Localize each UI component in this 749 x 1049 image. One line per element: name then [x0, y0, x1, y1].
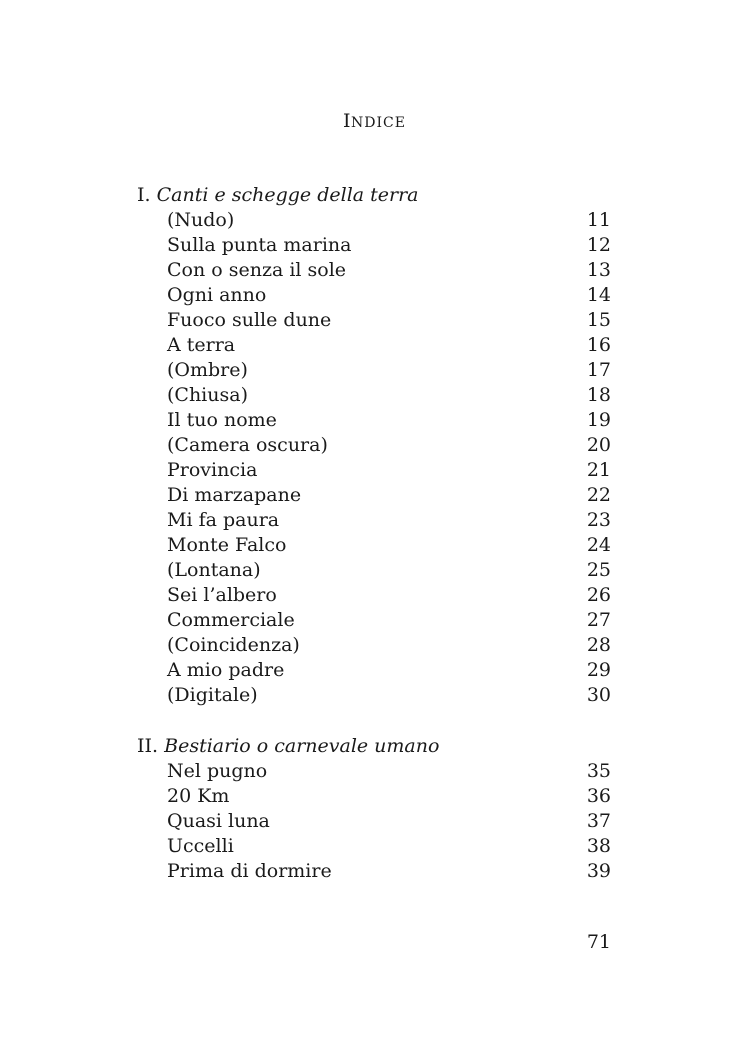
entry-title: (Ombre): [167, 359, 248, 381]
entry-page: 17: [586, 359, 611, 381]
section-numeral: II.: [137, 735, 159, 757]
title-rest: NDICE: [351, 115, 406, 131]
toc-entry: [167, 683, 611, 708]
entry-title: Nel pugno: [167, 760, 268, 782]
toc-entry: [167, 533, 611, 558]
toc-entry: [167, 308, 611, 333]
toc-entry: [167, 809, 611, 834]
toc-entry: [167, 333, 611, 358]
entry-title: Prima di dormire: [167, 860, 332, 882]
toc-entry: [167, 784, 611, 809]
entry-title: (Digitale): [167, 684, 258, 706]
toc-entry: [167, 759, 611, 784]
toc-entry: [167, 658, 611, 683]
entry-title: (Coincidenza): [167, 634, 300, 656]
entry-title: Con o senza il sole: [167, 259, 347, 281]
toc-entry: [167, 358, 611, 383]
entry-page: 39: [586, 860, 611, 882]
section-entries: [137, 208, 611, 708]
entry-page: 21: [586, 459, 611, 481]
entry-page: 38: [586, 835, 611, 857]
entry-title: Monte Falco: [167, 534, 287, 556]
toc-entry: [167, 483, 611, 508]
entry-title: Provincia: [167, 459, 258, 481]
entry-page: 23: [586, 509, 611, 531]
entry-page: 14: [586, 284, 611, 306]
entry-title: Uccelli: [167, 835, 234, 857]
toc-entry: [167, 458, 611, 483]
entry-page: 12: [586, 234, 611, 256]
entry-title: (Camera oscura): [167, 434, 328, 456]
toc-entry: [167, 408, 611, 433]
toc-entry: [167, 233, 611, 258]
toc-entry: [167, 583, 611, 608]
entry-title: Di marzapane: [167, 484, 302, 506]
entry-title: Ogni anno: [167, 284, 267, 306]
page-number: 71: [586, 931, 611, 953]
entry-page: 25: [586, 559, 611, 581]
toc-entry: [167, 834, 611, 859]
section-subtitle: Canti e schegge della terra: [156, 184, 419, 206]
entry-page: 28: [586, 634, 611, 656]
entry-page: 13: [586, 259, 611, 281]
entry-page: 19: [586, 409, 611, 431]
entry-title: Il tuo nome: [167, 409, 277, 431]
entry-title: Sulla punta marina: [167, 234, 352, 256]
toc-section-2: [137, 734, 611, 884]
toc-entry: [167, 859, 611, 884]
toc-entry: [167, 433, 611, 458]
toc-entry: [167, 383, 611, 408]
title-initial: I: [343, 110, 352, 132]
section-heading: [137, 183, 611, 208]
entry-title: (Lontana): [167, 559, 261, 581]
entry-title: Sei l’albero: [167, 584, 277, 606]
entry-title: 20 Km: [167, 785, 230, 807]
toc-entry: [167, 208, 611, 233]
entry-title: (Chiusa): [167, 384, 248, 406]
entry-page: 30: [586, 684, 611, 706]
section-entries: [137, 759, 611, 884]
entry-page: 36: [586, 785, 611, 807]
entry-title: (Nudo): [167, 209, 235, 231]
entry-page: 27: [586, 609, 611, 631]
toc-entry: [167, 608, 611, 633]
entry-title: A mio padre: [167, 659, 285, 681]
toc-entry: [167, 633, 611, 658]
entry-title: Fuoco sulle dune: [167, 309, 332, 331]
entry-page: 11: [586, 209, 611, 231]
entry-page: 37: [586, 810, 611, 832]
section-heading: [137, 734, 611, 759]
entry-page: 26: [586, 584, 611, 606]
entry-title: A terra: [167, 334, 236, 356]
entry-page: 24: [586, 534, 611, 556]
toc-entry: [167, 258, 611, 283]
toc-entry: [167, 508, 611, 533]
toc-section-1: [137, 183, 611, 708]
toc-entry: [167, 283, 611, 308]
entry-page: 29: [586, 659, 611, 681]
entry-page: 35: [586, 760, 611, 782]
entry-page: 16: [586, 334, 611, 356]
entry-page: 18: [586, 384, 611, 406]
entry-title: Mi fa paura: [167, 509, 280, 531]
entry-page: 20: [586, 434, 611, 456]
entry-title: Quasi luna: [167, 810, 270, 832]
toc-entry: [167, 558, 611, 583]
section-numeral: I.: [137, 184, 151, 206]
page-title: [0, 110, 749, 132]
entry-page: 15: [586, 309, 611, 331]
entry-title: Commerciale: [167, 609, 295, 631]
entry-page: 22: [586, 484, 611, 506]
section-subtitle: Bestiario o carnevale umano: [164, 735, 440, 757]
